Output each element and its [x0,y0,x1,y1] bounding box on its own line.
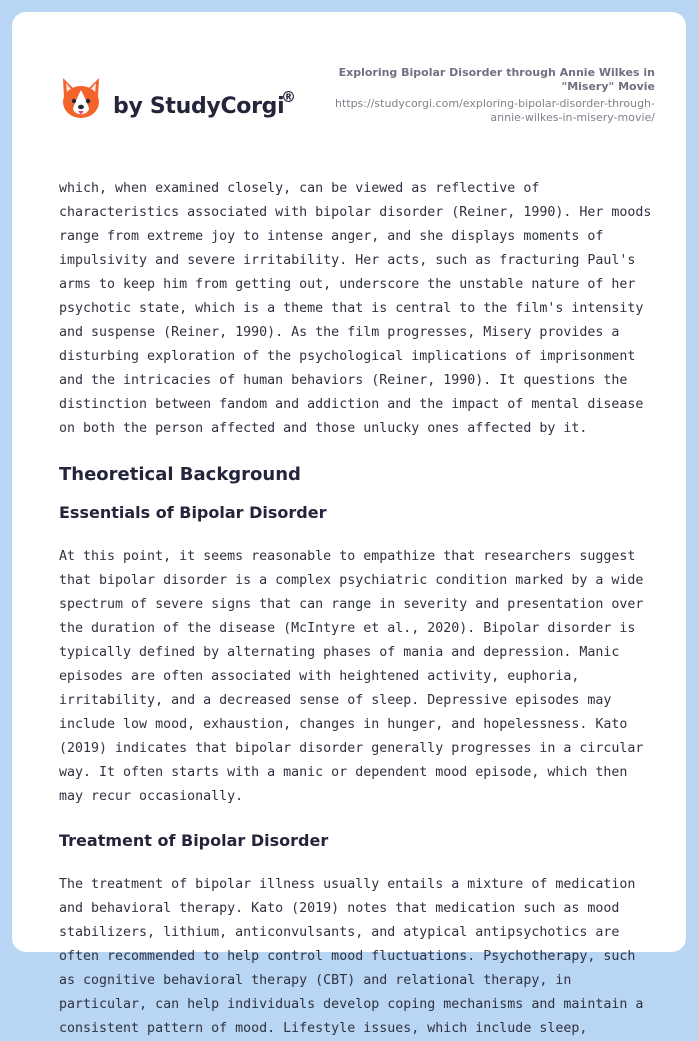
studycorgi-logo[interactable] [60,76,320,124]
document-url[interactable]: https://studycorgi.com/exploring-bipolar-disorder-through-annie-wilkes-in-misery-movie/ [334,97,655,124]
essentials-paragraph: At this point, it seems reasonable to empathize that researchers suggest that bipolar disorder is a complex psychiatric condition marked by a wide spectrum of severe signs that can range in severity and presentation over the duration of the disease (McIntyre et al., 2020). Bipolar disorder is typically defined by alternating phases of mania and depression. Manic episodes are often associated with heightened activity, euphoria, irritability, and a decreased sense of sleep. Depressive episodes may include low mood, exhaustion, changes in hunger, and hopelessness. Kato (2019) indicates that bipolar disorder generally progresses in a circular way. It often starts with a manic or dependent mood episode, which then may recur occasionally. [59,549,644,804]
document-title: Exploring Bipolar Disorder through Annie Wilkes in "Misery" Movie [338,66,655,93]
subsection-heading-treatment: Treatment of Bipolar Disorder [59,831,329,850]
subsection-heading-essentials: Essentials of Bipolar Disorder [59,503,327,522]
article-body [59,177,659,1041]
corgi-icon [60,76,102,122]
logo-text: by StudyCorgi [113,94,285,119]
document-meta [325,66,655,125]
treatment-paragraph: The treatment of bipolar illness usually entails a mixture of medication and behavioral therapy. Kato (2019) notes that medication such as mood stabilizers, lithium, anticonvulsants, and atypical antipsychotics are often recommended to help control mood fluctuations. Psychotherapy, such as cognitive behavioral therapy (CBT) and relational therapy, in particular, can help individuals develop coping mechanisms and maintain a consistent pattern of mood. Lifestyle issues, which include sleep, [59,877,644,1036]
registered-mark: ® [281,88,296,106]
page-header [12,12,686,152]
section-heading: Theoretical Background [59,464,301,485]
document-page [12,12,686,1036]
intro-paragraph: which, when examined closely, can be viewed as reflective of characteristics associated with bipolar disorder (Reiner, 1990). Her moods range from extreme joy to intense anger, and she displays moments of impulsivity and severe irritability. Her acts, such as fracturing Paul's arms to keep him from getting out, underscore the unstable nature of her psychotic state, which is a theme that is central to the film's intensity and suspense (Reiner, 1990). As the film progresses, Misery provides a disturbing exploration of the psychological implications of imprisonment and the intricacies of human behaviors (Reiner, 1990). It questions the distinction between fandom and addiction and the impact of mental disease on both the person affected and those unlucky ones affected by it. [59,181,652,436]
